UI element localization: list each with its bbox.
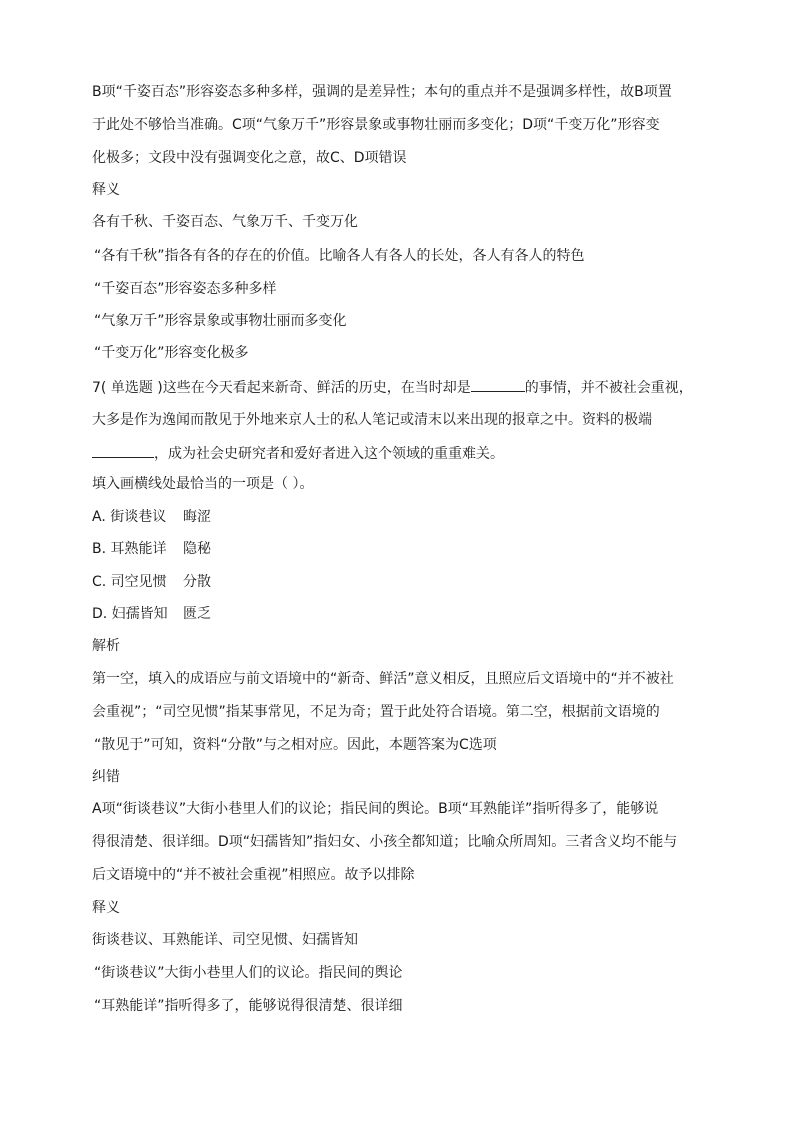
option-label: B. 耳熟能详: [92, 541, 167, 557]
explanation-item: “耳熟能详”指听得多了，能够说得很清楚、很详细: [94, 998, 403, 1014]
option-word: 晦涩: [183, 509, 211, 525]
question-stem-text: 的事情，并不被社会重视，: [524, 380, 693, 396]
explanation-item: “千姿百态”形容姿态多种多样: [94, 281, 277, 297]
question-stem-line-3: [92, 443, 704, 464]
question-stem-text: ，成为社会史研究者和爱好者进入这个领域的重重难关。: [154, 446, 504, 462]
analysis-line-3: “散见于”可知，资料“分散”与之相对应。因此，本题答案为C选项: [94, 737, 497, 753]
correction-line-2: 得很清楚、很详细。D项“妇孺皆知”指妇女、小孩全都知道；比喻众所周知。三者含义均不能与: [92, 834, 678, 850]
explanation-item: “气象万千”形容景象或事物壮丽而多变化: [94, 313, 347, 329]
explanation-idiom-list: 街谈巷议、耳熟能详、司空见惯、妇孺皆知: [92, 932, 358, 948]
question-stem-text: 7( 单选题 )这些在今天看起来新奇、鲜活的历史，在当时却是: [92, 380, 471, 396]
question-prompt: 填入画横线处最恰当的一项是（ ）。: [92, 476, 314, 492]
question-stem-line-2: 大多是作为逸闻而散见于外地来京人士的私人笔记或清末以来出现的报章之中。资料的极端: [92, 412, 652, 428]
analysis-bcd-line-3: 化极多；文段中没有强调变化之意，故C、D项错误: [92, 150, 407, 166]
analysis-bcd-line-1: B项“千姿百态”形容姿态多种多样，强调的是差异性；本句的重点并不是强调多样性，故B项置: [92, 84, 672, 100]
option-word: 隐秘: [183, 541, 211, 557]
question-stem-line-1: [92, 377, 704, 398]
explanation-heading: 释义: [92, 900, 120, 916]
explanation-heading: 释义: [92, 182, 120, 198]
explanation-item: “千变万化”形容变化极多: [94, 345, 249, 361]
explanation-item: “各有千秋”指各有各的存在的价值。比喻各人有各人的长处，各人有各人的特色: [94, 248, 585, 264]
option-label: C. 司空见惯: [92, 574, 167, 590]
correction-line-1: A项“街谈巷议”大街小巷里人们的议论；指民间的舆论。B项“耳熟能详”指听得多了，能够说: [92, 801, 659, 817]
option-label: A. 街谈巷议: [92, 509, 167, 525]
option-word: 分散: [183, 574, 211, 590]
option-word: 匮乏: [183, 606, 211, 622]
explanation-idiom-list: 各有千秋、千姿百态、气象万千、千变万化: [92, 214, 358, 230]
analysis-bcd-line-2: 于此处不够恰当准确。C项“气象万千”形容景象或事物壮丽而多变化；D项“千变万化”形容变: [92, 117, 660, 133]
analysis-line-2: 会重视”；“司空见惯”指某事常见，不足为奇；置于此处符合语境。第二空，根据前文语境的: [92, 704, 660, 720]
fill-blank-2: [92, 443, 154, 458]
correction-heading: 纠错: [92, 769, 120, 785]
fill-blank-1: [471, 377, 525, 392]
analysis-line-1: 第一空，填入的成语应与前文语境中的“新奇、鲜活”意义相反，且照应后文语境中的“并不被社: [92, 671, 674, 687]
option-label: D. 妇孺皆知: [92, 606, 168, 622]
explanation-item: “街谈巷议”大街小巷里人们的议论。指民间的舆论: [94, 965, 403, 981]
analysis-heading: 解析: [92, 638, 120, 654]
correction-line-3: 后文语境中的“并不被社会重视”相照应。故予以排除: [92, 867, 415, 883]
